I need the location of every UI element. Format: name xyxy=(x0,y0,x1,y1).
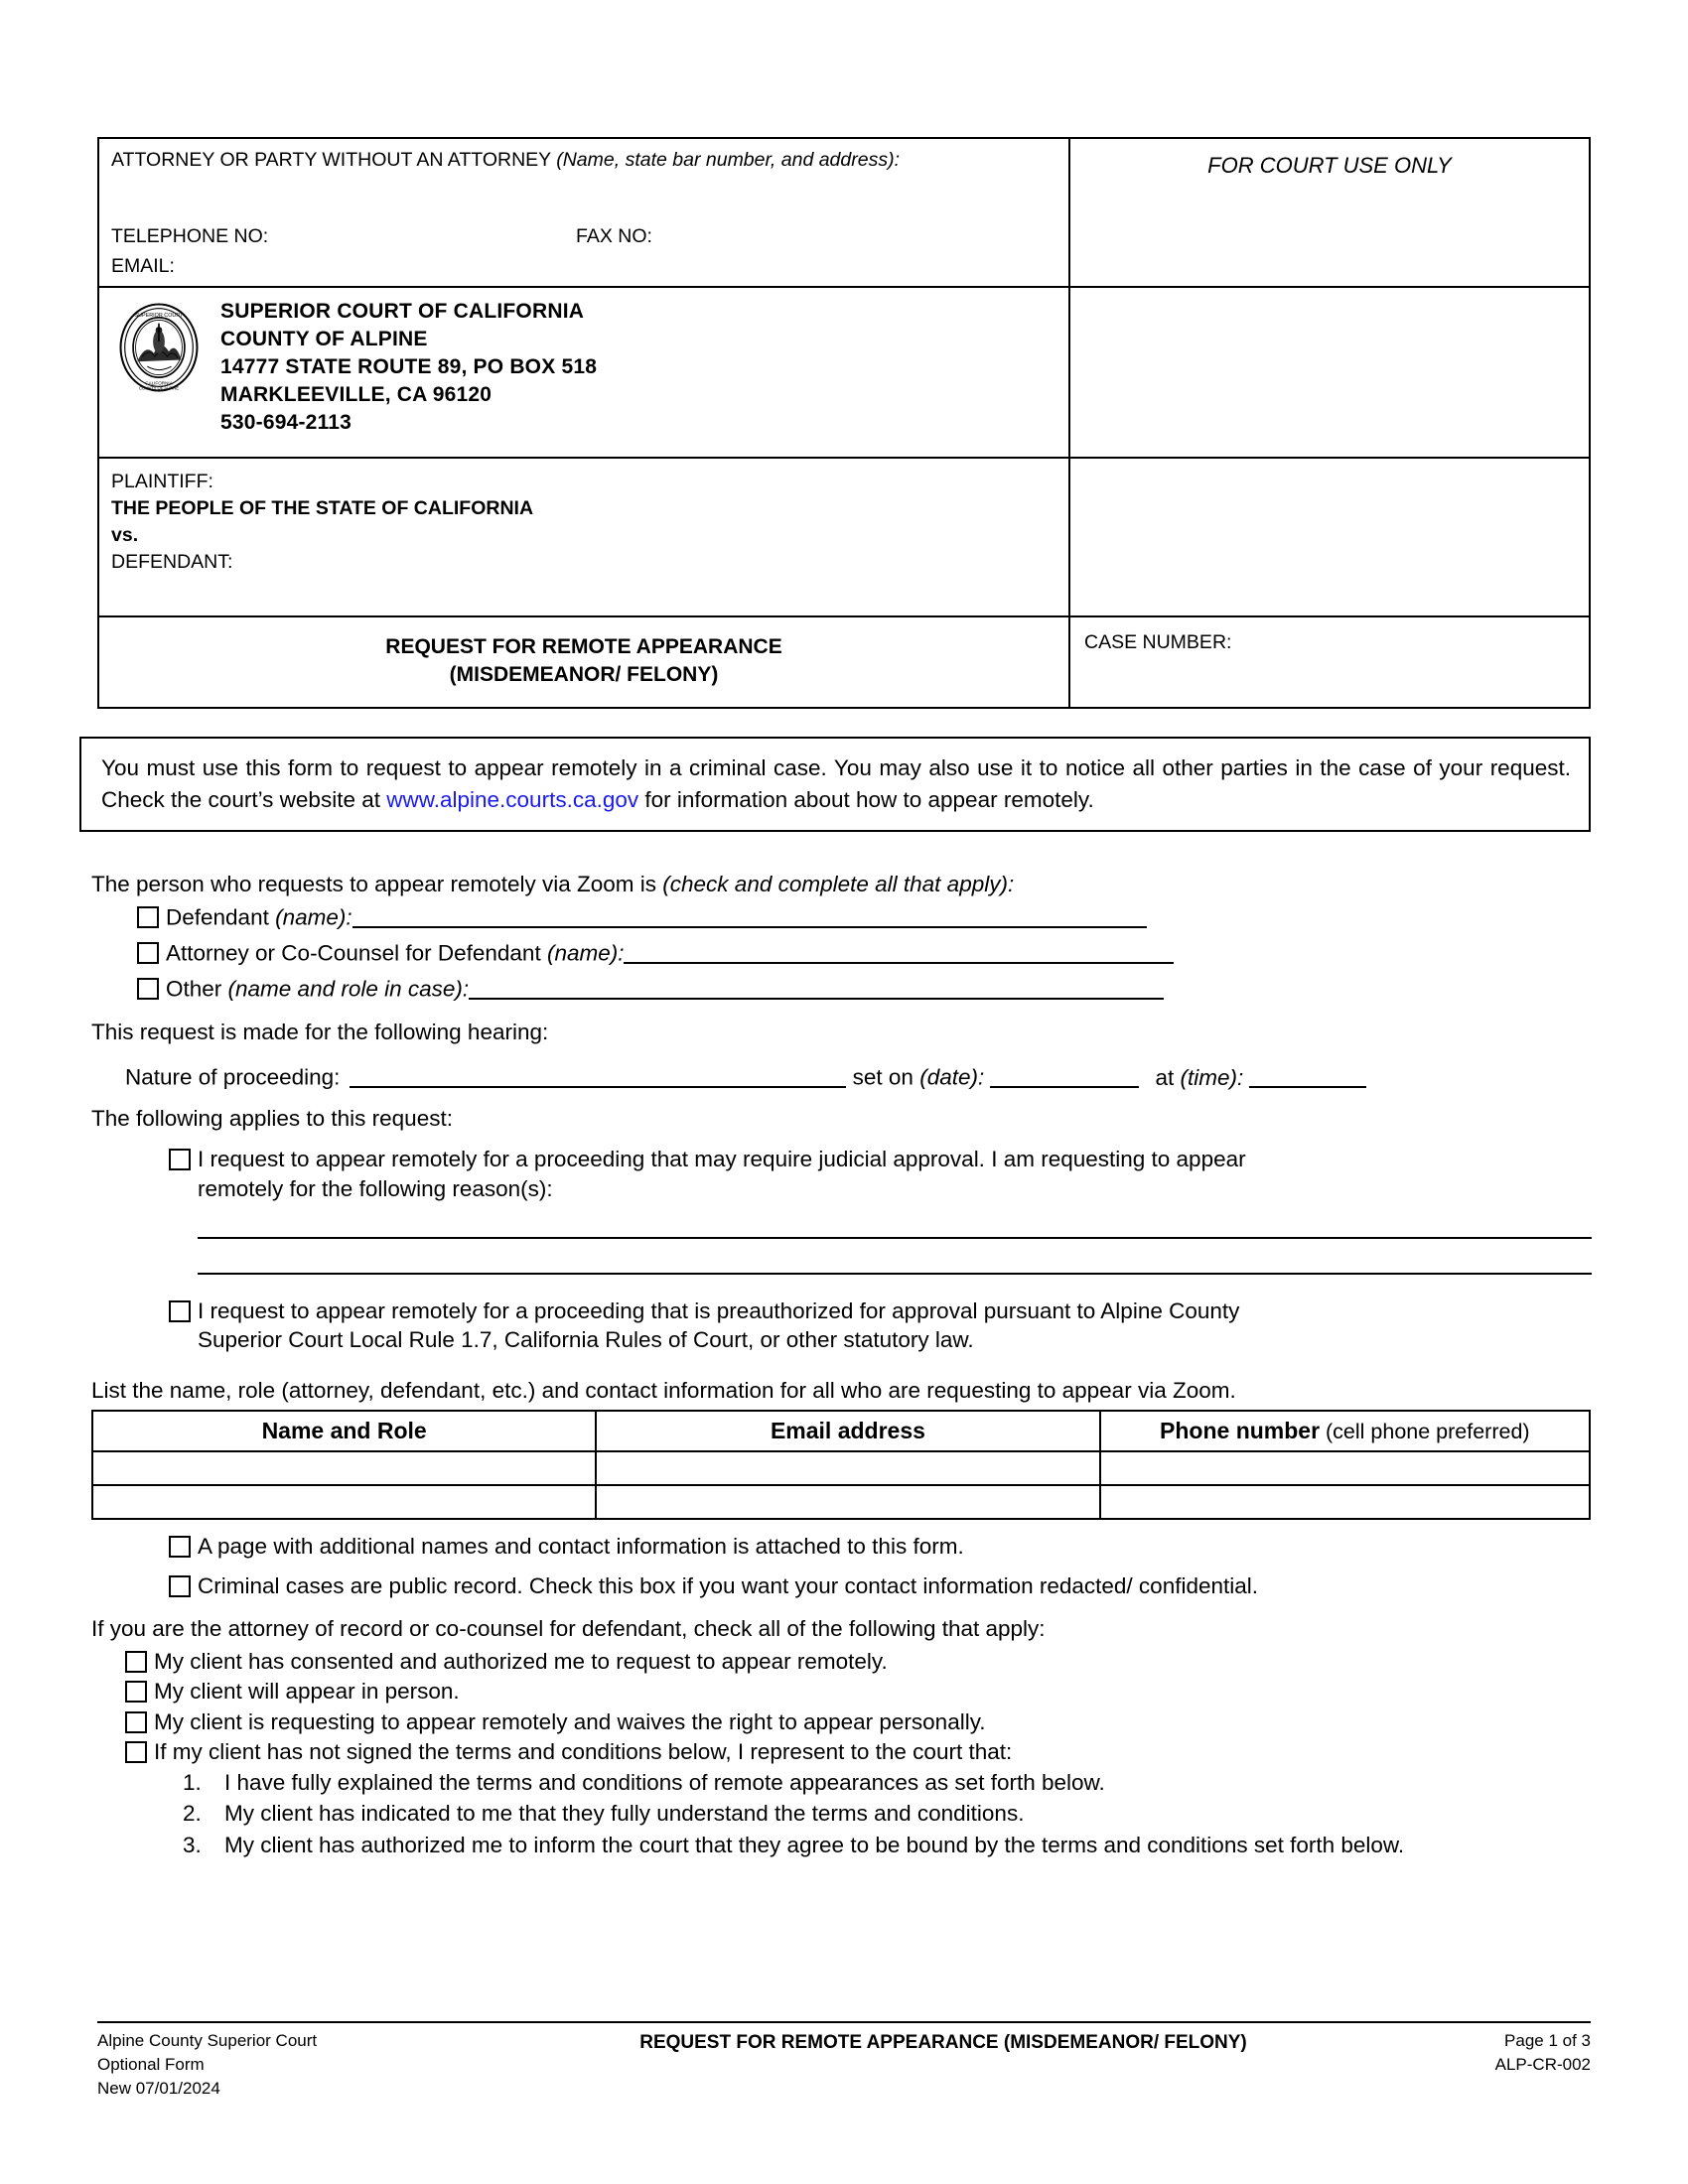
attorney-name-field[interactable] xyxy=(624,938,1174,964)
caption-box xyxy=(97,137,1591,709)
instructions-box xyxy=(79,737,1591,832)
hearing-heading: This request is made for the following hearing: xyxy=(91,1019,549,1044)
caption-row-title xyxy=(99,617,1589,707)
roles-table xyxy=(91,1410,1591,1521)
reason-line-1[interactable] xyxy=(198,1237,1592,1239)
roles-cell-name-2[interactable] xyxy=(92,1485,596,1519)
list-item-number-3: 3. xyxy=(183,1832,202,1857)
attorney-option-label-3: My client is requesting to appear remotely and waives the right to appear personally. xyxy=(154,1708,986,1734)
court-line-4: MARKLEEVILLE, CA 96120 xyxy=(220,382,492,406)
court-line-3: 14777 STATE ROUTE 89, PO BOX 518 xyxy=(220,354,598,378)
table-row[interactable] xyxy=(92,1451,1590,1485)
requester-option-other[interactable] xyxy=(137,974,1591,1004)
option-additional-page[interactable] xyxy=(169,1532,1591,1561)
applies-item-1[interactable] xyxy=(169,1145,1591,1275)
court-address-cell xyxy=(99,288,1070,457)
instructions-text-part1: You must use this form to request to appear remotely in a criminal case. You may also use it to notice all other parties in the case of your request. Check the court’s website at xyxy=(101,755,1571,812)
roles-cell-name-1[interactable] xyxy=(92,1451,596,1485)
list-item xyxy=(183,1768,1591,1797)
court-address xyxy=(220,298,597,437)
caption-row-parties xyxy=(99,459,1589,617)
form-body xyxy=(91,870,1591,1861)
hearing-time-field[interactable] xyxy=(1249,1062,1366,1088)
checkbox-preauthorized[interactable] xyxy=(169,1300,191,1322)
roles-table-header-row xyxy=(92,1411,1590,1452)
parties-cell xyxy=(99,459,1070,615)
defendant-label: DEFENDANT: xyxy=(111,550,233,573)
requester-options xyxy=(137,902,1591,1004)
roles-header-email: Email address xyxy=(596,1411,1099,1452)
court-seal-icon xyxy=(117,302,201,393)
checkbox-other[interactable] xyxy=(137,978,159,1000)
reason-line-2[interactable] xyxy=(198,1273,1592,1275)
court-line-1: SUPERIOR COURT OF CALIFORNIA xyxy=(220,300,585,323)
form-title-cell xyxy=(99,617,1070,707)
hearing-line xyxy=(125,1062,1591,1092)
applies-item-1-line-1: I request to appear remotely for a proceeding that may require judicial approval. I am requesting to appear xyxy=(198,1147,1246,1172)
checkbox-judicial-approval[interactable] xyxy=(169,1149,191,1170)
caption-row-court xyxy=(99,288,1589,459)
hearing-date-field[interactable] xyxy=(990,1062,1139,1088)
nature-of-proceeding-label: Nature of proceeding: xyxy=(125,1064,341,1090)
checkbox-client-in-person[interactable] xyxy=(125,1681,147,1703)
attorney-option-consented[interactable] xyxy=(125,1647,1591,1676)
attorney-label: ATTORNEY OR PARTY WITHOUT AN ATTORNEY (Name, state bar number, and address): xyxy=(111,149,900,171)
footer-right xyxy=(1362,2029,1591,2101)
other-name-field[interactable] xyxy=(469,974,1164,1000)
list-item-text-1: I have fully explained the terms and conditions of remote appearances as set forth below. xyxy=(224,1770,1105,1796)
attorney-option-not-signed[interactable] xyxy=(125,1737,1591,1766)
option-additional-page-label: A page with additional names and contact information is attached to this form. xyxy=(198,1534,964,1560)
roles-cell-phone-2[interactable] xyxy=(1100,1485,1590,1519)
requester-option-label-defendant: Defendant (name): xyxy=(166,902,1591,932)
plaintiff-label: PLAINTIFF: xyxy=(111,471,213,492)
for-court-use-cell xyxy=(1070,139,1589,286)
attorney-option-label-4: If my client has not signed the terms and conditions below, I represent to the court that: xyxy=(154,1738,1013,1764)
list-item xyxy=(183,1799,1591,1828)
svg-text:COUNTY OF ALPINE: COUNTY OF ALPINE xyxy=(138,385,180,391)
for-court-use-only-label: FOR COURT USE ONLY xyxy=(1207,153,1452,178)
requester-heading: The person who requests to appear remotely via Zoom is (check and complete all that apply): xyxy=(91,872,1015,896)
option-redacted[interactable] xyxy=(169,1571,1591,1600)
checkbox-client-consented[interactable] xyxy=(125,1651,147,1673)
attorney-option-label-2: My client will appear in person. xyxy=(154,1679,460,1705)
requester-option-label-other: Other (name and role in case): xyxy=(166,974,1591,1004)
attorney-block[interactable] xyxy=(99,139,1068,286)
defendant-name-field[interactable] xyxy=(352,902,1147,928)
roles-cell-email-1[interactable] xyxy=(596,1451,1099,1485)
applies-checkbox-row-2[interactable] xyxy=(169,1297,1591,1325)
list-item xyxy=(183,1831,1591,1859)
checkbox-defendant[interactable] xyxy=(137,906,159,928)
applies-checkbox-row-1[interactable] xyxy=(169,1145,1591,1173)
requester-option-label-attorney: Attorney or Co-Counsel for Defendant (name): xyxy=(166,938,1591,968)
checkbox-attorney[interactable] xyxy=(137,942,159,964)
roles-table-intro: List the name, role (attorney, defendant, etc.) and contact information for all who are requesting to appear via Zoom. xyxy=(91,1378,1236,1404)
fax-label: FAX NO: xyxy=(576,225,652,247)
telephone-label: TELEPHONE NO: xyxy=(111,225,269,247)
applies-heading: The following applies to this request: xyxy=(91,1106,453,1131)
checkbox-additional-page[interactable] xyxy=(169,1536,191,1558)
applies-item-2[interactable] xyxy=(169,1297,1591,1355)
form-title-line-2: (MISDEMEANOR/ FELONY) xyxy=(449,663,719,687)
roles-header-phone: Phone number (cell phone preferred) xyxy=(1100,1411,1590,1452)
court-line-5: 530-694-2113 xyxy=(220,410,352,434)
svg-text:SUPERIOR COURT: SUPERIOR COURT xyxy=(134,313,184,320)
list-item-text-2: My client has indicated to me that they fully understand the terms and conditions. xyxy=(224,1801,1025,1827)
checkbox-client-waives[interactable] xyxy=(125,1711,147,1733)
form-title xyxy=(99,617,1068,707)
roles-cell-phone-1[interactable] xyxy=(1100,1451,1590,1485)
svg-text:CALIFORNIA: CALIFORNIA xyxy=(145,380,173,386)
footer-form-title: REQUEST FOR REMOTE APPEARANCE (MISDEMEANOR/ FELONY) xyxy=(639,2032,1247,2053)
set-on-label: set on (date): xyxy=(852,1064,985,1090)
footer-revision-date: New 07/01/2024 xyxy=(97,2079,220,2099)
attorney-option-waives[interactable] xyxy=(125,1707,1591,1736)
attorney-section-intro: If you are the attorney of record or co-counsel for defendant, check all of the following that apply: xyxy=(91,1615,1046,1641)
roles-header-name-role: Name and Role xyxy=(92,1411,596,1452)
applies-item-2-line-1: I request to appear remotely for a proceeding that is preauthorized for approval pursuant to Alpine County xyxy=(198,1297,1240,1323)
at-time-label: at (time): xyxy=(1155,1064,1244,1090)
page-footer xyxy=(97,2021,1591,2101)
footer-court-name: Alpine County Superior Court xyxy=(97,2031,318,2050)
option-redacted-label: Criminal cases are public record. Check this box if you want your contact information redacted/ confidential. xyxy=(198,1572,1259,1598)
list-item-text-3: My client has authorized me to inform the court that they agree to be bound by the terms and conditions set forth below. xyxy=(224,1832,1405,1857)
party-block[interactable] xyxy=(99,459,1068,615)
requester-option-defendant[interactable] xyxy=(137,902,1591,932)
list-item-number-2: 2. xyxy=(183,1801,202,1827)
plaintiff-name: THE PEOPLE OF THE STATE OF CALIFORNIA xyxy=(111,496,534,519)
checkbox-client-not-signed[interactable] xyxy=(125,1741,147,1763)
applies-item-1-line-2: remotely for the following reason(s): xyxy=(198,1175,553,1201)
attorney-representations-list xyxy=(91,1768,1591,1859)
form-title-line-1: REQUEST FOR REMOTE APPEARANCE xyxy=(385,635,782,658)
list-item-number-1: 1. xyxy=(183,1770,202,1796)
nature-of-proceeding-field[interactable] xyxy=(350,1062,846,1088)
attorney-cell xyxy=(99,139,1070,286)
applies-item-2-line-2: Superior Court Local Rule 1.7, California Rules of Court, or other statutory law. xyxy=(198,1327,974,1352)
footer-form-type: Optional Form xyxy=(97,2055,205,2075)
court-use-area-2 xyxy=(1070,288,1589,457)
email-label: EMAIL: xyxy=(111,255,175,277)
instructions-text-part2: for information about how to appear remotely. xyxy=(638,786,1094,812)
court-website-link[interactable]: www.alpine.courts.ca.gov xyxy=(386,786,639,812)
footer-form-code: ALP-CR-002 xyxy=(1494,2055,1591,2075)
footer-left xyxy=(97,2029,524,2101)
checkbox-redacted[interactable] xyxy=(169,1575,191,1597)
case-number-cell[interactable] xyxy=(1070,617,1589,707)
caption-row-attorney xyxy=(99,139,1589,288)
after-table-options xyxy=(169,1532,1591,1600)
requester-option-attorney[interactable] xyxy=(137,938,1591,968)
footer-page-number: Page 1 of 3 xyxy=(1504,2031,1591,2050)
vs-label: vs. xyxy=(111,523,139,546)
court-block xyxy=(99,288,1068,457)
case-number-label: CASE NUMBER: xyxy=(1084,631,1232,653)
attorney-option-in-person[interactable] xyxy=(125,1677,1591,1706)
court-use-area-3 xyxy=(1070,459,1589,615)
attorney-section-options xyxy=(125,1647,1591,1766)
roles-cell-email-2[interactable] xyxy=(596,1485,1099,1519)
attorney-option-label-1: My client has consented and authorized me to request to appear remotely. xyxy=(154,1649,888,1675)
table-row[interactable] xyxy=(92,1485,1590,1519)
court-line-2: COUNTY OF ALPINE xyxy=(220,327,428,350)
